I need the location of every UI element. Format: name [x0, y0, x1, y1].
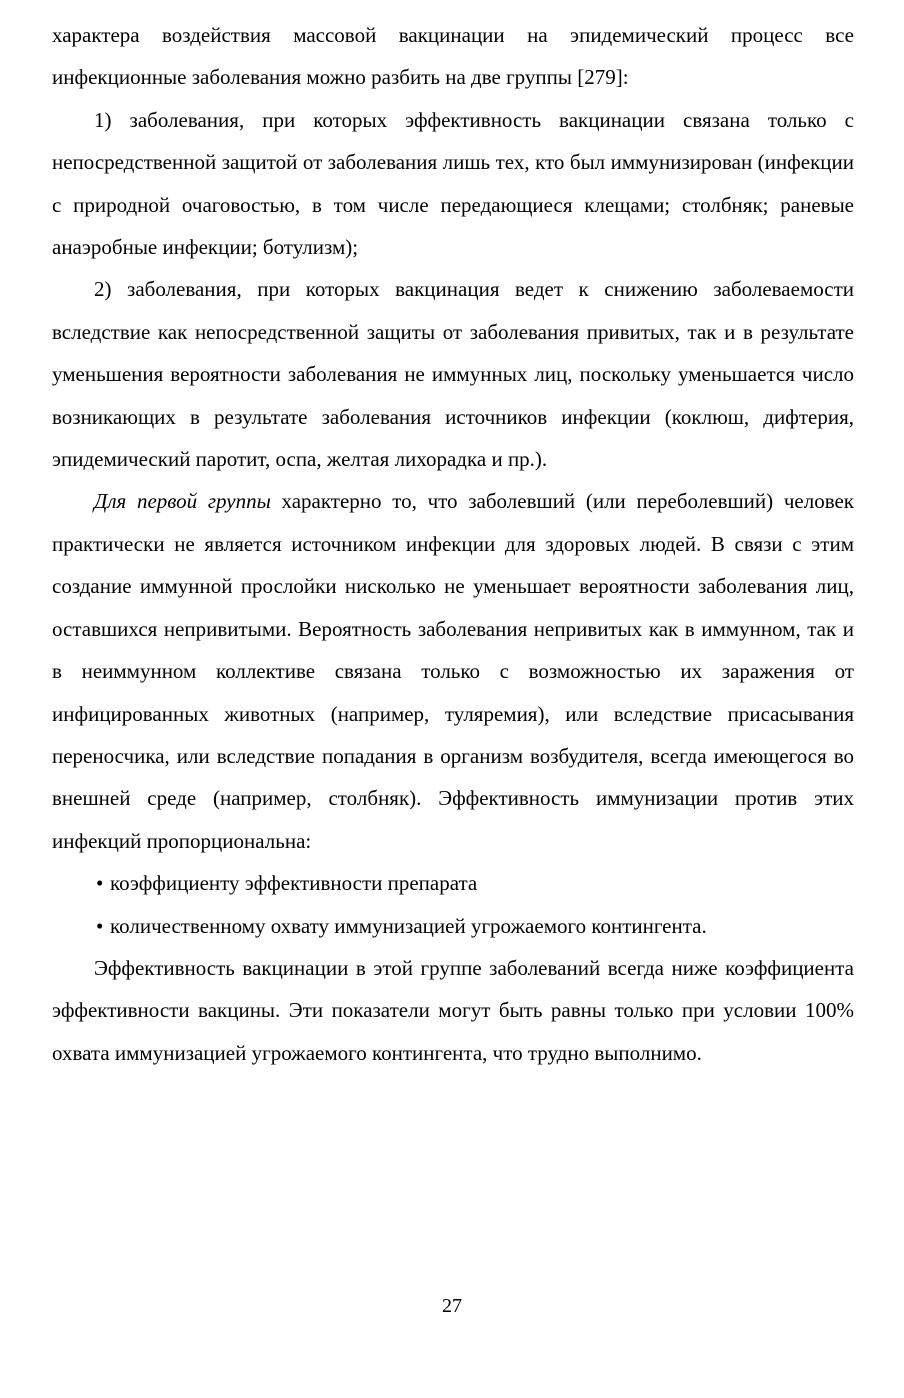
bullet-icon: •	[96, 871, 104, 896]
bullet-item	[96, 862, 854, 904]
intro-paragraph: характера воздействия массовой вакцинации на эпидемический процесс все инфекционные заболевания можно разбить на две группы [279]:	[52, 23, 854, 90]
bullet-icon: •	[96, 913, 104, 938]
conclusion-paragraph: Эффективность вакцинации в этой группе заболеваний всегда ниже коэффициента эффективности вакцины. Эти показатели могут быть равны только при условии 100% охвата иммунизацией угрожаемого контингента, что трудно выполнимо.	[52, 955, 854, 1065]
bullet-text: количественному охвату иммунизацией угрожаемого контингента.	[110, 913, 707, 938]
bullet-text: коэффициенту эффективности препарата	[110, 871, 478, 896]
bullet-list	[52, 862, 854, 947]
group1-paragraph	[52, 480, 854, 862]
list-item-1: 1) заболевания, при которых эффективность вакцинации связана только с непосредственной защитой от заболевания лишь тех, кто был иммунизирован (инфекции с природной очаговостью, в том числе передающиеся клещами; столбняк; раневые анаэробные инфекции; ботулизм);	[52, 107, 854, 260]
bullet-item	[96, 905, 854, 947]
page-number: 27	[442, 1295, 462, 1317]
group1-emphasis: Для первой группы	[94, 489, 271, 514]
list-item-2: 2) заболевания, при которых вакцинация ведет к снижению заболеваемости вследствие как непосредственной защиты от заболевания привитых, так и в результате уменьшения вероятности заболевания не иммунных лиц, поскольку уменьшается число возникающих в результате заболевания источников инфекции (коклюш, дифтерия, эпидемический паротит, оспа, желтая лихорадка и пр.).	[52, 277, 854, 472]
document-body	[52, 14, 854, 1074]
group1-text: характерно то, что заболевший (или переболевший) человек практически не является источником инфекции для здоровых людей. В связи с этим создание иммунной прослойки нисколько не уменьшает вероятности заболевания лиц, оставшихся непривитыми. Вероятность заболевания непривитых как в иммунном, так и в неиммунном коллективе связана только с возможностью их заражения от инфицированных животных (например, туляремия), или вследствие присасывания переносчика, или вследствие попадания в организм возбудителя, всегда имеющегося во внешней среде (например, столбняк). Эффективность иммунизации против этих инфекций пропорциональна:	[52, 489, 855, 853]
